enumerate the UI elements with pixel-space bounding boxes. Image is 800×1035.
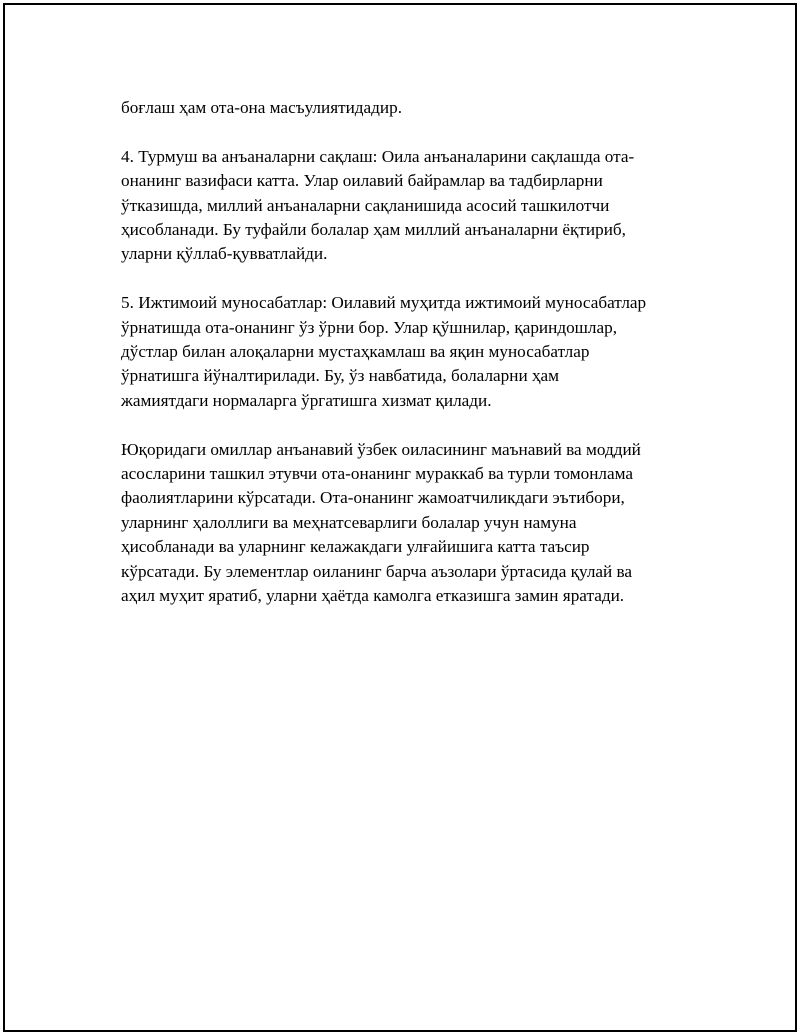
paragraph-intro-continuation [121, 96, 691, 120]
text-line: жамиятдаги нормаларга ўргатишга хизмат қилади. [121, 390, 492, 410]
text-line: ҳисобланади. Бу туфайли болалар ҳам миллий анъаналарни ёқтириб, [121, 220, 626, 240]
text-line: ҳисобланади ва уларнинг келажакдаги улғайишига катта таъсир [121, 537, 590, 557]
text-line: аҳил муҳит яратиб, уларни ҳаётда камолга етказишга замин яратади. [121, 586, 625, 606]
text-line: 4. Турмуш ва анъаналарни сақлаш: Оила анъаналарини сақлашда ота- [121, 146, 635, 166]
paragraph-social-relations [121, 291, 691, 413]
text-line: уларнинг ҳалоллиги ва меҳнатсеварлиги болалар учун намуна [121, 512, 577, 532]
text-line: Юқоридаги омиллар анъанавий ўзбек оиласининг маънавий ва моддий [121, 439, 641, 459]
text-line: 5. Ижтимоий муносабатлар: Оилавий муҳитда ижтимоий муносабатлар [121, 293, 647, 313]
paragraph-conclusion [121, 438, 691, 609]
text-line: кўрсатади. Бу элементлар оиланинг барча аъзолари ўртасида қулай ва [121, 561, 633, 581]
document-body [121, 96, 691, 633]
text-line: дўстлар билан алоқаларни мустаҳкамлаш ва яқин муносабатлар [121, 342, 590, 362]
text-line: фаолиятларини кўрсатади. Ота-онанинг жамоатчиликдаги эътибори, [121, 488, 625, 508]
document-page [3, 3, 797, 1032]
text-line: онанинг вазифаси катта. Улар оилавий байрамлар ва тадбирларни [121, 171, 603, 191]
paragraph-traditions [121, 145, 691, 267]
text-line: ўрнатишга йўналтирилади. Бу, ўз навбатида, болаларни ҳам [121, 366, 560, 386]
text-line: ўрнатишда ота-онанинг ўз ўрни бор. Улар қўшнилар, қариндошлар, [121, 317, 618, 337]
text-line: уларни қўллаб-қувватлайди. [121, 244, 328, 264]
text-line: боғлаш ҳам ота-она масъулиятидадир. [121, 98, 403, 117]
text-line: асосларини ташкил этувчи ота-онанинг мураккаб ва турли томонлама [121, 464, 634, 484]
text-line: ўтказишда, миллий анъаналарни сақланишида асосий ташкилотчи [121, 195, 610, 215]
